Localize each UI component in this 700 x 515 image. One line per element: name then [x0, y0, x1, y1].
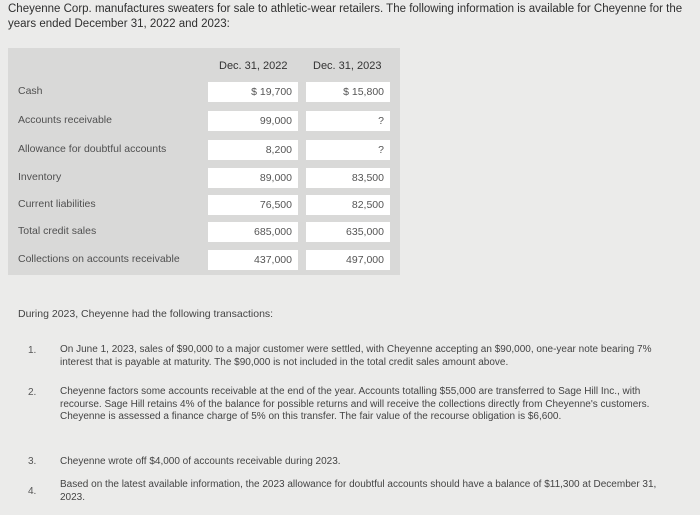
value-2022: 76,500 [208, 195, 298, 215]
row-label: Inventory [18, 171, 62, 183]
header-2022: Dec. 31, 2022 [219, 60, 288, 72]
value-2022: 8,200 [208, 140, 298, 160]
table-row [8, 250, 400, 270]
value-2022: $ 19,700 [208, 82, 298, 102]
value-2023: ? [306, 140, 390, 160]
value-2023: 497,000 [306, 250, 390, 270]
row-label: Current liabilities [18, 198, 96, 210]
transaction-2-text: Cheyenne factors some accounts receivable at the end of the year. Accounts totalling $55,000 are transferred to Sage Hill Inc., with recourse. Sage Hill retains 4% of the balance for possible returns and will receive the collections directly from Cheyenne's customers. Cheyenne is assessed a finance charge of 5% on this transfer. The fair value of the recourse obligation is $6,600. [60, 386, 650, 422]
item-number: 4. [28, 486, 37, 497]
row-label: Accounts receivable [18, 114, 112, 126]
financial-table [8, 48, 400, 275]
table-row [8, 140, 400, 160]
value-2023: ? [306, 111, 390, 131]
value-2022: 89,000 [208, 168, 298, 188]
row-label: Cash [18, 85, 43, 97]
intro-text: Cheyenne Corp. manufactures sweaters for sale to athletic-wear retailers. The following information is available for Cheyenne for the years ended December 31, 2022 and 2023: [8, 3, 683, 30]
item-number: 3. [28, 456, 37, 467]
value-2022: 685,000 [208, 222, 298, 242]
transaction-3-text: Cheyenne wrote off $4,000 of accounts receivable during 2023. [60, 456, 341, 467]
value-2023: 635,000 [306, 222, 390, 242]
value-2023: 83,500 [306, 168, 390, 188]
table-row [8, 222, 400, 242]
value-2022: 437,000 [208, 250, 298, 270]
value-2022: 99,000 [208, 111, 298, 131]
transaction-4-text: Based on the latest available information, the 2023 allowance for doubtful accounts should have a balance of $11,300 at December 31, 2023. [60, 479, 657, 503]
transactions-heading: During 2023, Cheyenne had the following transactions: [18, 308, 274, 320]
table-row [8, 82, 400, 102]
table-row [8, 168, 400, 188]
value-2023: 82,500 [306, 195, 390, 215]
transaction-1-text: On June 1, 2023, sales of $90,000 to a major customer were settled, with Cheyenne accepting an $90,000, one-year note bearing 7% interest that is payable at maturity. The $90,000 is not included in the total credit sales amount above. [60, 344, 652, 368]
item-number: 2. [28, 387, 37, 398]
value-2023: $ 15,800 [306, 82, 390, 102]
table-row [8, 111, 400, 131]
row-label: Collections on accounts receivable [18, 253, 180, 265]
row-label: Total credit sales [18, 225, 97, 237]
item-number: 1. [28, 345, 37, 356]
table-row [8, 195, 400, 215]
row-label: Allowance for doubtful accounts [18, 143, 167, 155]
header-2023: Dec. 31, 2023 [313, 60, 382, 72]
